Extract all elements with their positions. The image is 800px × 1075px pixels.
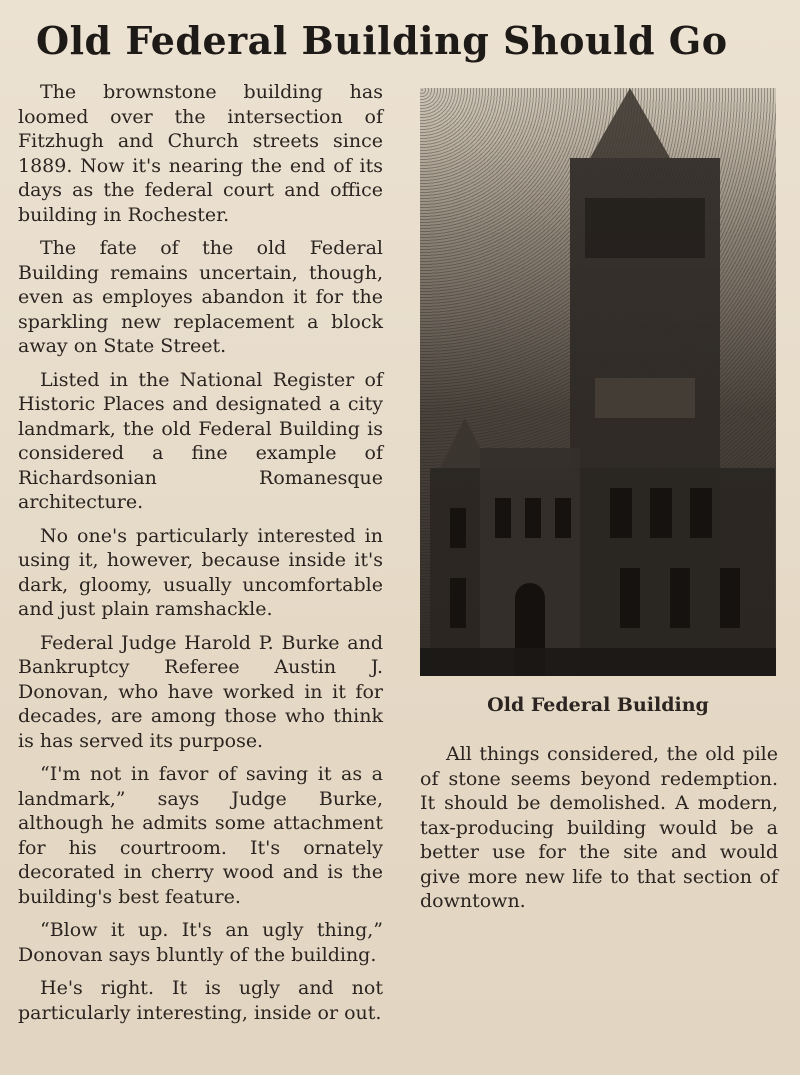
paragraph: “Blow it up. It's an ugly thing,” Donovan says bluntly of the building. (18, 919, 383, 966)
right-column (420, 742, 778, 914)
left-column (18, 80, 383, 1034)
paragraph: “I'm not in favor of saving it as a landmark,” says Judge Burke, although he admits some attachment for his courtroom. It's ornately decorated in cherry wood and is the building's best feature. (18, 763, 383, 908)
paragraph: The brownstone building has loomed over the intersection of Fitzhugh and Church streets since 1889. Now it's nearing the end of its days as the federal court and office building in Rochester. (18, 81, 383, 226)
paragraph: Federal Judge Harold P. Burke and Bankruptcy Referee Austin J. Donovan, who have worked in it for decades, are among those who think is has served its purpose. (18, 631, 383, 752)
photo-caption: Old Federal Building (487, 694, 709, 716)
building-photo (420, 88, 776, 676)
paragraph: Listed in the National Register of Historic Places and designated a city landmark, the old Federal Building is considered a fine example of Richardsonian Romanesque architecture. (18, 368, 383, 513)
paragraph: All things considered, the old pile of stone seems beyond redemption. It should be demolished. A modern, tax-producing building would be a better use for the site and would give more new life to that section of downtown. (420, 743, 778, 912)
paragraph: He's right. It is ugly and not particularly interesting, inside or out. (18, 977, 383, 1024)
building-silhouette (420, 88, 776, 676)
paragraph: No one's particularly interested in using it, however, because inside it's dark, gloomy, usually uncomfortable and just plain ramshackle. (18, 524, 383, 620)
headline: Old Federal Building Should Go (36, 18, 728, 63)
paragraph: The fate of the old Federal Building remains uncertain, though, even as employes abandon it for the sparkling new replacement a block away on State Street. (18, 237, 383, 357)
